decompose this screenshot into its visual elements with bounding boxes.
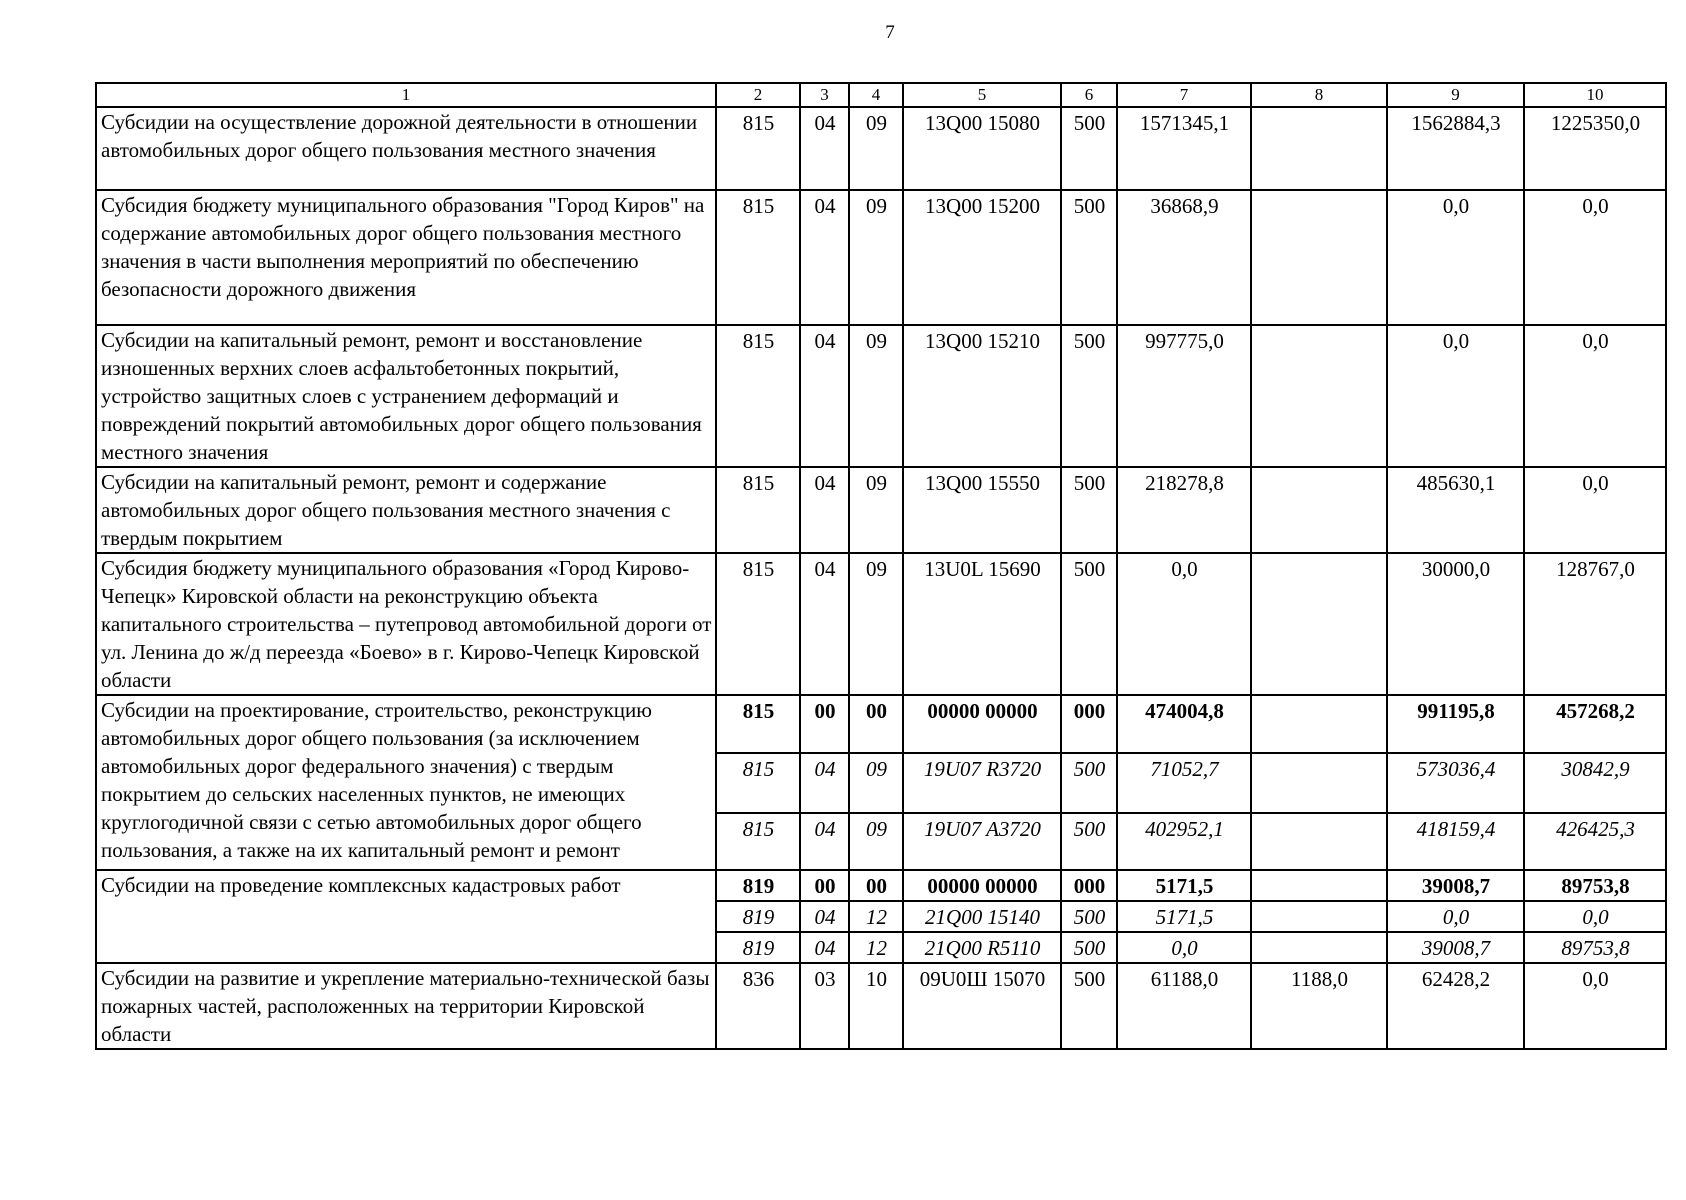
cell-c4: 00 bbox=[849, 870, 903, 901]
cell-c9: 30000,0 bbox=[1387, 553, 1524, 695]
cell-c5: 13Q00 15550 bbox=[903, 467, 1061, 553]
cell-c3: 04 bbox=[800, 901, 849, 932]
table-row bbox=[96, 870, 1666, 901]
cell-c4: 09 bbox=[849, 753, 903, 813]
column-number: 10 bbox=[1524, 83, 1666, 107]
cell-c2: 815 bbox=[716, 813, 800, 870]
column-number: 9 bbox=[1387, 83, 1524, 107]
cell-c5: 21Q00 R5110 bbox=[903, 932, 1061, 963]
cell-c6: 000 bbox=[1061, 870, 1117, 901]
cell-c10: 0,0 bbox=[1524, 467, 1666, 553]
cell-c7: 997775,0 bbox=[1117, 325, 1251, 467]
cell-c7: 61188,0 bbox=[1117, 963, 1251, 1049]
cell-c6: 000 bbox=[1061, 695, 1117, 753]
cell-c10: 0,0 bbox=[1524, 190, 1666, 325]
cell-c8 bbox=[1251, 107, 1387, 190]
table-row bbox=[96, 467, 1666, 553]
cell-c8 bbox=[1251, 467, 1387, 553]
cell-c4: 09 bbox=[849, 325, 903, 467]
budget-table bbox=[95, 82, 1667, 1050]
cell-c7: 218278,8 bbox=[1117, 467, 1251, 553]
cell-c2: 819 bbox=[716, 901, 800, 932]
column-number: 6 bbox=[1061, 83, 1117, 107]
cell-c8: 1188,0 bbox=[1251, 963, 1387, 1049]
cell-c2: 815 bbox=[716, 553, 800, 695]
cell-c3: 04 bbox=[800, 753, 849, 813]
cell-c8 bbox=[1251, 553, 1387, 695]
cell-c2: 815 bbox=[716, 753, 800, 813]
cell-c5: 09U0Ш 15070 bbox=[903, 963, 1061, 1049]
cell-c6: 500 bbox=[1061, 932, 1117, 963]
cell-c9: 573036,4 bbox=[1387, 753, 1524, 813]
cell-c7: 0,0 bbox=[1117, 932, 1251, 963]
row-description: Субсидии на развитие и укрепление материально-технической базы пожарных частей, расположенных на территории Кировской области bbox=[96, 963, 716, 1049]
cell-c7: 0,0 bbox=[1117, 553, 1251, 695]
cell-c9: 0,0 bbox=[1387, 325, 1524, 467]
cell-c2: 815 bbox=[716, 190, 800, 325]
column-number: 3 bbox=[800, 83, 849, 107]
cell-c3: 00 bbox=[800, 870, 849, 901]
cell-c4: 09 bbox=[849, 190, 903, 325]
cell-c9: 418159,4 bbox=[1387, 813, 1524, 870]
cell-c3: 04 bbox=[800, 325, 849, 467]
row-description: Субсидии на осуществление дорожной деятельности в отношении автомобильных дорог общего пользования местного значения bbox=[96, 107, 716, 190]
cell-c3: 04 bbox=[800, 190, 849, 325]
cell-c6: 500 bbox=[1061, 901, 1117, 932]
cell-c6: 500 bbox=[1061, 753, 1117, 813]
cell-c9: 485630,1 bbox=[1387, 467, 1524, 553]
column-number: 2 bbox=[716, 83, 800, 107]
cell-c4: 09 bbox=[849, 813, 903, 870]
table-row bbox=[96, 963, 1666, 1049]
column-number: 5 bbox=[903, 83, 1061, 107]
cell-c9: 1562884,3 bbox=[1387, 107, 1524, 190]
cell-c4: 12 bbox=[849, 932, 903, 963]
table-row bbox=[96, 107, 1666, 190]
cell-c7: 36868,9 bbox=[1117, 190, 1251, 325]
cell-c9: 0,0 bbox=[1387, 901, 1524, 932]
cell-c9: 991195,8 bbox=[1387, 695, 1524, 753]
row-description: Субсидии на проектирование, строительство, реконструкцию автомобильных дорог общего пользования (за исключением автомобильных дорог федерального значения) с твердым покрытием до сельских населенных пунктов, не имеющих круглогодичной связи с сетью автомобильных дорог общего пользования, а также на их капитальный ремонт и ремонт bbox=[96, 695, 716, 870]
table-row bbox=[96, 695, 1666, 753]
table-row bbox=[96, 553, 1666, 695]
cell-c7: 5171,5 bbox=[1117, 901, 1251, 932]
row-description: Субсидии на капитальный ремонт, ремонт и восстановление изношенных верхних слоев асфальтобетонных покрытий, устройство защитных слоев с устранением деформаций и повреждений покрытий автомобильных дорог общего пользования местного значения bbox=[96, 325, 716, 467]
cell-c6: 500 bbox=[1061, 107, 1117, 190]
cell-c10: 30842,9 bbox=[1524, 753, 1666, 813]
cell-c5: 21Q00 15140 bbox=[903, 901, 1061, 932]
cell-c10: 0,0 bbox=[1524, 963, 1666, 1049]
cell-c2: 815 bbox=[716, 695, 800, 753]
cell-c8 bbox=[1251, 932, 1387, 963]
cell-c9: 39008,7 bbox=[1387, 870, 1524, 901]
cell-c9: 39008,7 bbox=[1387, 932, 1524, 963]
cell-c6: 500 bbox=[1061, 190, 1117, 325]
page-number: 7 bbox=[885, 22, 895, 43]
cell-c7: 5171,5 bbox=[1117, 870, 1251, 901]
cell-c10: 0,0 bbox=[1524, 901, 1666, 932]
cell-c3: 04 bbox=[800, 932, 849, 963]
cell-c4: 10 bbox=[849, 963, 903, 1049]
cell-c3: 04 bbox=[800, 107, 849, 190]
cell-c7: 402952,1 bbox=[1117, 813, 1251, 870]
row-description: Субсидия бюджету муниципального образования «Город Кирово-Чепецк» Кировской области на реконструкцию объекта капитального строительства – путепровод автомобильной дороги от ул. Ленина до ж/д переезда «Боево» в г. Кирово-Чепецк Кировской области bbox=[96, 553, 716, 695]
cell-c8 bbox=[1251, 325, 1387, 467]
column-number-row bbox=[96, 83, 1666, 107]
cell-c5: 13U0L 15690 bbox=[903, 553, 1061, 695]
cell-c10: 89753,8 bbox=[1524, 932, 1666, 963]
cell-c3: 04 bbox=[800, 553, 849, 695]
cell-c8 bbox=[1251, 870, 1387, 901]
cell-c2: 815 bbox=[716, 467, 800, 553]
cell-c4: 09 bbox=[849, 553, 903, 695]
table-row bbox=[96, 325, 1666, 467]
cell-c10: 128767,0 bbox=[1524, 553, 1666, 695]
cell-c3: 03 bbox=[800, 963, 849, 1049]
cell-c2: 815 bbox=[716, 107, 800, 190]
row-description: Субсидии на капитальный ремонт, ремонт и содержание автомобильных дорог общего пользования местного значения с твердым покрытием bbox=[96, 467, 716, 553]
cell-c7: 1571345,1 bbox=[1117, 107, 1251, 190]
cell-c10: 1225350,0 bbox=[1524, 107, 1666, 190]
cell-c2: 836 bbox=[716, 963, 800, 1049]
column-number: 1 bbox=[96, 83, 716, 107]
cell-c6: 500 bbox=[1061, 325, 1117, 467]
cell-c2: 815 bbox=[716, 325, 800, 467]
cell-c5: 13Q00 15080 bbox=[903, 107, 1061, 190]
table-row bbox=[96, 190, 1666, 325]
cell-c4: 12 bbox=[849, 901, 903, 932]
cell-c7: 71052,7 bbox=[1117, 753, 1251, 813]
cell-c8 bbox=[1251, 753, 1387, 813]
cell-c3: 04 bbox=[800, 813, 849, 870]
cell-c3: 00 bbox=[800, 695, 849, 753]
cell-c5: 00000 00000 bbox=[903, 695, 1061, 753]
cell-c9: 62428,2 bbox=[1387, 963, 1524, 1049]
cell-c10: 426425,3 bbox=[1524, 813, 1666, 870]
cell-c4: 00 bbox=[849, 695, 903, 753]
cell-c6: 500 bbox=[1061, 813, 1117, 870]
cell-c2: 819 bbox=[716, 932, 800, 963]
cell-c6: 500 bbox=[1061, 963, 1117, 1049]
cell-c8 bbox=[1251, 190, 1387, 325]
cell-c10: 89753,8 bbox=[1524, 870, 1666, 901]
cell-c5: 00000 00000 bbox=[903, 870, 1061, 901]
cell-c5: 19U07 R3720 bbox=[903, 753, 1061, 813]
cell-c10: 0,0 bbox=[1524, 325, 1666, 467]
cell-c6: 500 bbox=[1061, 553, 1117, 695]
cell-c5: 13Q00 15200 bbox=[903, 190, 1061, 325]
cell-c5: 13Q00 15210 bbox=[903, 325, 1061, 467]
cell-c6: 500 bbox=[1061, 467, 1117, 553]
cell-c5: 19U07 A3720 bbox=[903, 813, 1061, 870]
column-number: 7 bbox=[1117, 83, 1251, 107]
cell-c4: 09 bbox=[849, 107, 903, 190]
cell-c2: 819 bbox=[716, 870, 800, 901]
cell-c8 bbox=[1251, 813, 1387, 870]
cell-c3: 04 bbox=[800, 467, 849, 553]
column-number: 4 bbox=[849, 83, 903, 107]
row-description: Субсидии на проведение комплексных кадастровых работ bbox=[96, 870, 716, 963]
cell-c8 bbox=[1251, 695, 1387, 753]
cell-c7: 474004,8 bbox=[1117, 695, 1251, 753]
cell-c9: 0,0 bbox=[1387, 190, 1524, 325]
cell-c8 bbox=[1251, 901, 1387, 932]
cell-c10: 457268,2 bbox=[1524, 695, 1666, 753]
row-description: Субсидия бюджету муниципального образования "Город Киров" на содержание автомобильных дорог общего пользования местного значения в части выполнения мероприятий по обеспечению безопасности дорожного движения bbox=[96, 190, 716, 325]
cell-c4: 09 bbox=[849, 467, 903, 553]
column-number: 8 bbox=[1251, 83, 1387, 107]
